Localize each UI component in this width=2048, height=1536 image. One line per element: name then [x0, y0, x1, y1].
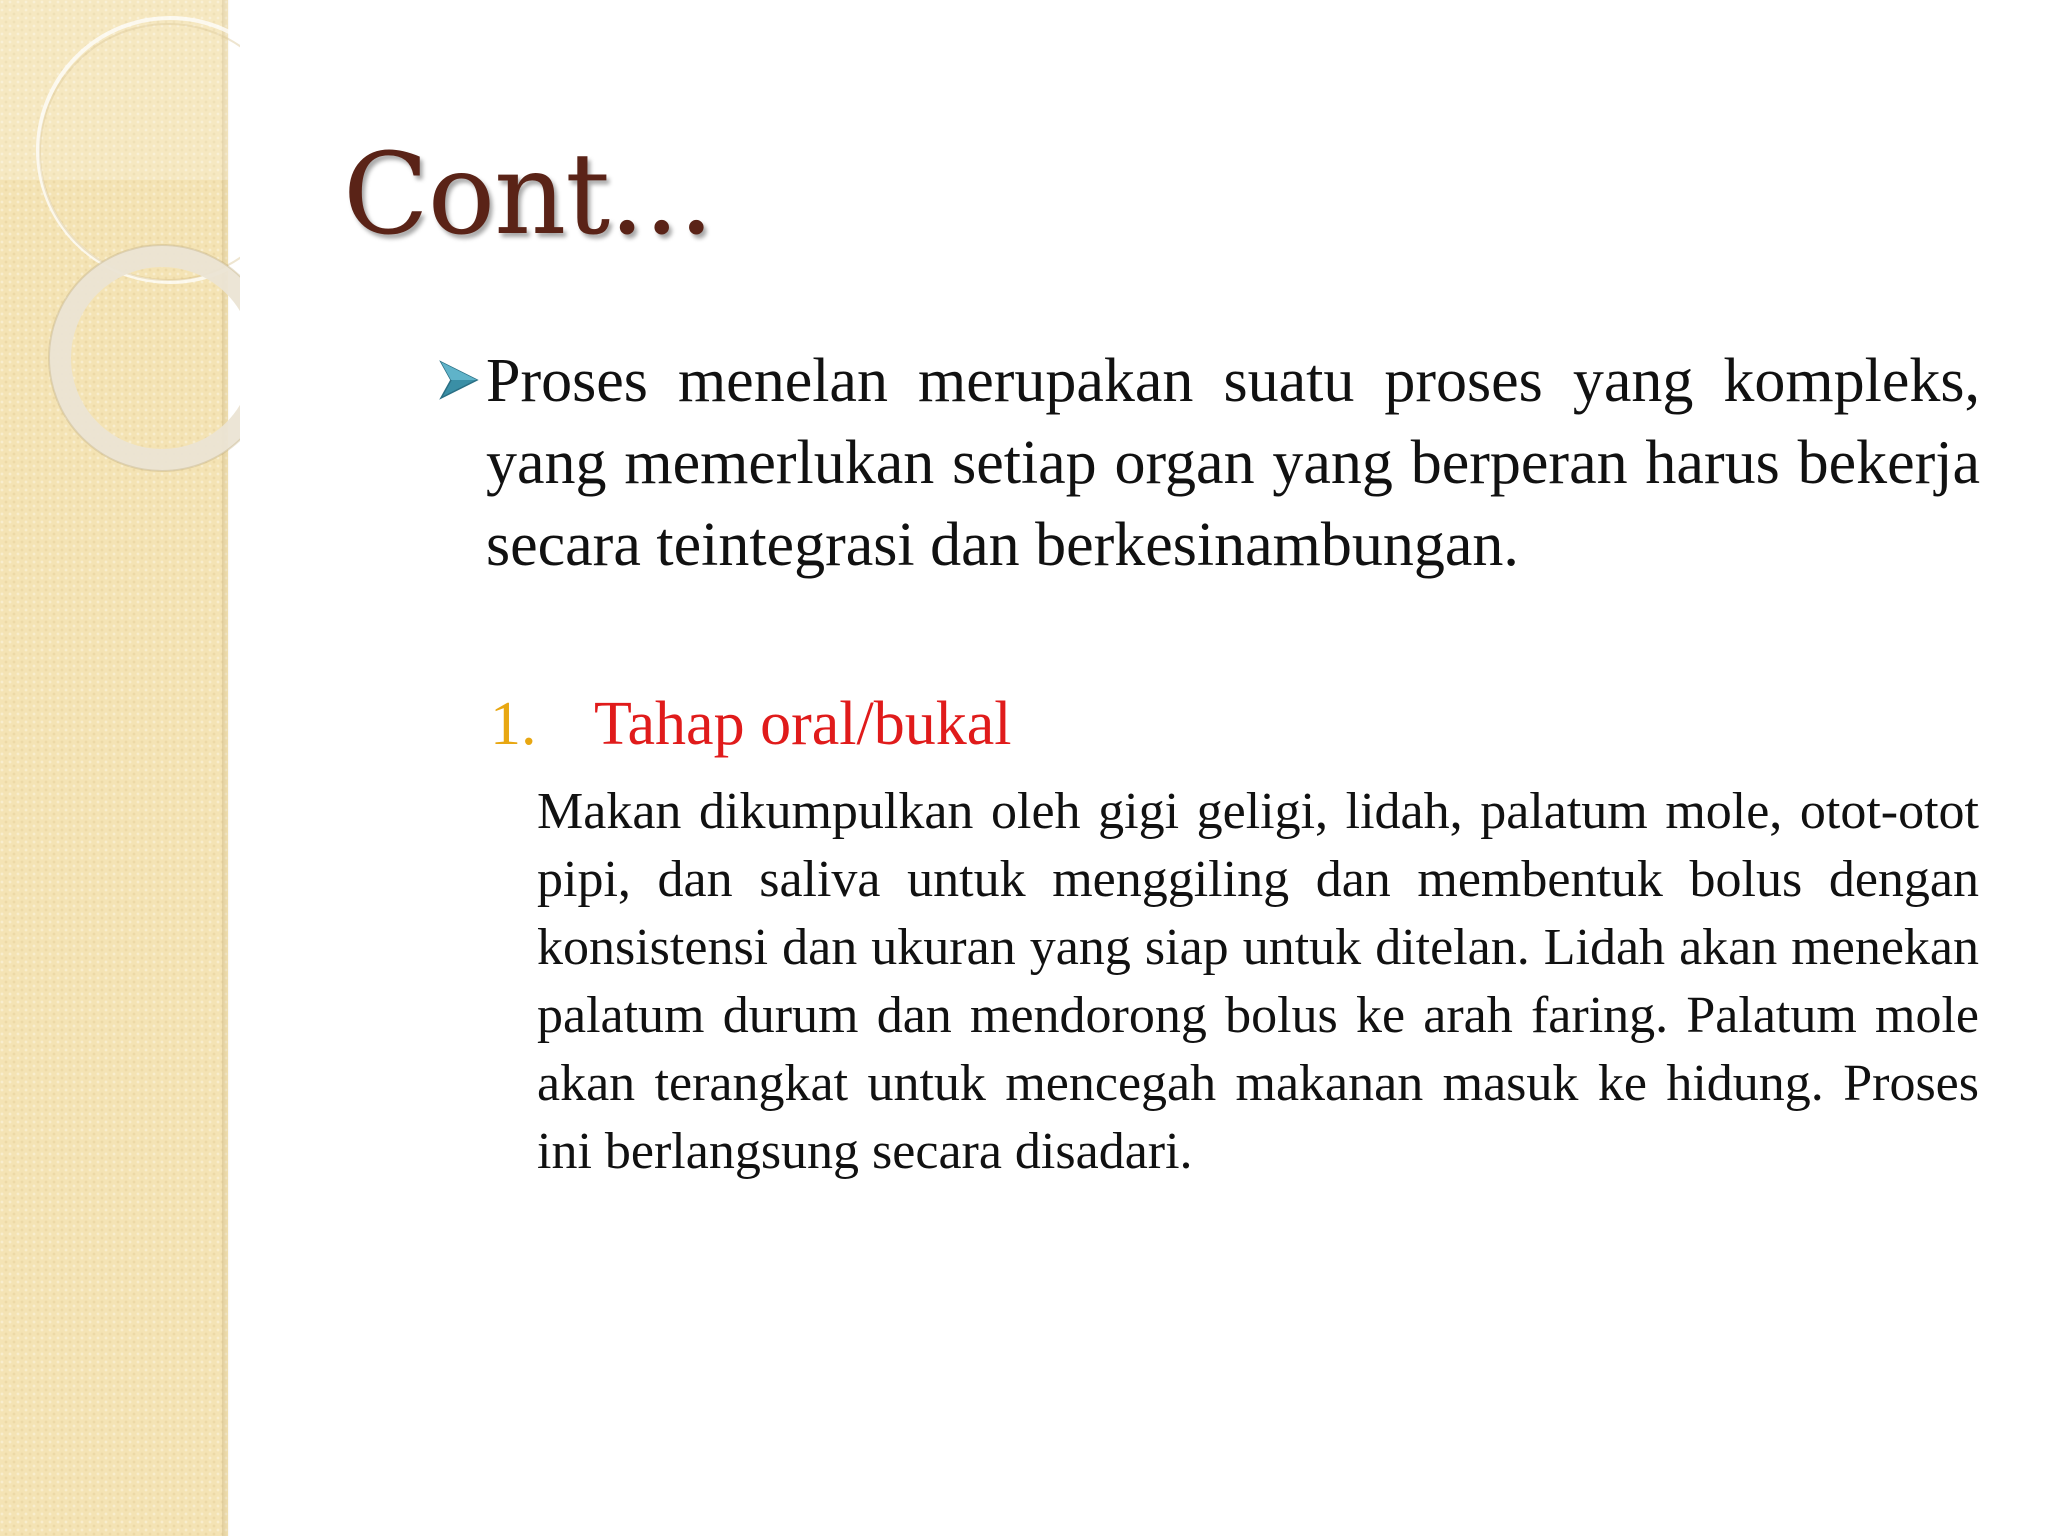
side-decoration-strip	[0, 0, 228, 1536]
bullet-text: Proses menelan merupakan suatu proses yang kompleks, yang memerlukan setiap organ yang berperan harus bekerja secara teintegrasi dan berkesinambungan.	[486, 347, 1980, 579]
bullet-point	[440, 340, 1980, 586]
description-paragraph: Makan dikumpulkan oleh gigi geligi, lidah, palatum mole, otot-otot pipi, dan saliva untuk menggiling dan membentuk bolus dengan konsistensi dan ukuran yang siap untuk ditelan. Lidah akan menekan palatum durum dan mendorong bolus ke arah faring. Palatum mole akan terangkat untuk mencegah makanan masuk ke hidung. Proses ini berlangsung secara disadari.	[537, 783, 1979, 1180]
side-strip-edge	[222, 0, 230, 1536]
numbered-item	[490, 686, 1011, 762]
slide-title: Cont...	[343, 130, 714, 260]
item-number: 1.	[490, 690, 537, 758]
item-heading: Tahap oral/bukal	[594, 690, 1012, 758]
